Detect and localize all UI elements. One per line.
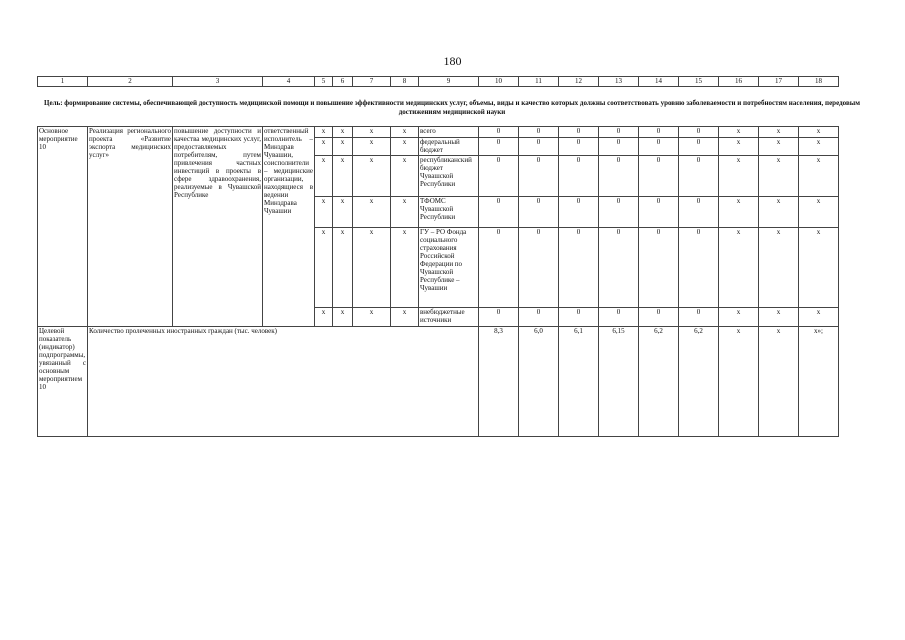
code-cell: x — [391, 308, 419, 327]
value-cell: x — [759, 308, 799, 327]
value-cell: x — [719, 308, 759, 327]
value-cell: x — [759, 138, 799, 156]
indicator-label: Целевой показатель (индикатор) подпрограммы, увязанный с основным мероприятием 10 — [38, 327, 88, 437]
value-cell: 0 — [479, 156, 519, 197]
value-cell: x — [759, 156, 799, 197]
funding-source: федеральный бюджет — [419, 138, 479, 156]
code-cell: x — [333, 138, 353, 156]
event-name: Реализация регионального проекта «Развитие экспорта медицинских услуг» — [88, 127, 173, 327]
col-header: 3 — [173, 77, 263, 87]
funding-source: всего — [419, 127, 479, 138]
code-cell: x — [333, 156, 353, 197]
value-cell: 0 — [679, 308, 719, 327]
value-cell: 0 — [479, 138, 519, 156]
value-cell: 0 — [679, 228, 719, 308]
value-cell: x — [799, 308, 839, 327]
indicator-value: 6,1 — [559, 327, 599, 437]
value-cell: 0 — [559, 156, 599, 197]
value-cell: x — [719, 127, 759, 138]
col-header: 13 — [599, 77, 639, 87]
indicator-value: 6,15 — [599, 327, 639, 437]
indicator-value: 6,2 — [679, 327, 719, 437]
value-cell: 0 — [639, 127, 679, 138]
col-header: 11 — [519, 77, 559, 87]
code-cell: x — [353, 127, 391, 138]
value-cell: x — [759, 228, 799, 308]
value-cell: 0 — [519, 308, 559, 327]
value-cell: 0 — [679, 138, 719, 156]
col-header: 14 — [639, 77, 679, 87]
value-cell: 0 — [519, 156, 559, 197]
code-cell: x — [315, 127, 333, 138]
funding-source: ТФОМС Чувашской Республики — [419, 197, 479, 228]
value-cell: 0 — [599, 156, 639, 197]
value-cell: 0 — [519, 138, 559, 156]
value-cell: 0 — [599, 127, 639, 138]
col-header: 17 — [759, 77, 799, 87]
value-cell: 0 — [599, 197, 639, 228]
col-header: 9 — [419, 77, 479, 87]
col-header: 7 — [353, 77, 391, 87]
value-cell: x — [719, 197, 759, 228]
page-number: 180 — [443, 54, 462, 68]
indicator-row — [38, 327, 839, 437]
code-cell: x — [353, 197, 391, 228]
indicator-value: x — [759, 327, 799, 437]
value-cell: 0 — [639, 228, 679, 308]
col-header: 18 — [799, 77, 839, 87]
col-header: 8 — [391, 77, 419, 87]
code-cell: x — [315, 197, 333, 228]
value-cell: x — [799, 138, 839, 156]
goal-heading: Цель: формирование системы, обеспечивающей доступность медицинской помощи и повышение эффективности медицинских услуг, объемы, виды и качество которых должны соответствовать уровню заболеваемости и потребностям населения, передовым достижениям медицинской науки — [44, 99, 860, 116]
code-cell: x — [333, 127, 353, 138]
value-cell: x — [799, 228, 839, 308]
col-header: 4 — [263, 77, 315, 87]
col-header: 10 — [479, 77, 519, 87]
event-label: Основное мероприятие 10 — [38, 127, 88, 327]
value-cell: 0 — [479, 228, 519, 308]
value-cell: 0 — [559, 197, 599, 228]
value-cell: 0 — [639, 197, 679, 228]
code-cell: x — [315, 138, 333, 156]
value-cell: 0 — [559, 228, 599, 308]
indicator-value: 6,2 — [639, 327, 679, 437]
code-cell: x — [353, 308, 391, 327]
col-header: 2 — [88, 77, 173, 87]
code-cell: x — [333, 308, 353, 327]
code-cell: x — [315, 308, 333, 327]
value-cell: 0 — [599, 308, 639, 327]
indicator-value: 8,3 — [479, 327, 519, 437]
value-cell: 0 — [639, 138, 679, 156]
value-cell: x — [719, 156, 759, 197]
col-header: 16 — [719, 77, 759, 87]
value-cell: 0 — [679, 127, 719, 138]
col-header: 15 — [679, 77, 719, 87]
table-row — [38, 127, 839, 138]
code-cell: x — [333, 197, 353, 228]
code-cell: x — [391, 127, 419, 138]
col-header: 1 — [38, 77, 88, 87]
code-cell: x — [391, 138, 419, 156]
value-cell: 0 — [679, 156, 719, 197]
code-cell: x — [315, 156, 333, 197]
value-cell: 0 — [639, 156, 679, 197]
code-cell: x — [353, 228, 391, 308]
value-cell: 0 — [639, 308, 679, 327]
event-result: повышение доступности и качества медицинских услуг, предоставляемых потребителям, путем привлечения частных инвестиций в проекты в сфере здравоохранения, реализуемые в Чувашской Республике — [173, 127, 263, 327]
value-cell: 0 — [559, 138, 599, 156]
value-cell: x — [719, 228, 759, 308]
value-cell: x — [759, 197, 799, 228]
col-header: 6 — [333, 77, 353, 87]
funding-source: республиканский бюджет Чувашской Республики — [419, 156, 479, 197]
value-cell: 0 — [479, 197, 519, 228]
value-cell: x — [759, 127, 799, 138]
funding-source: ГУ – РО Фонда социального страхования Российской Федерации по Чувашской Республике – Чувашии — [419, 228, 479, 308]
value-cell: 0 — [559, 308, 599, 327]
value-cell: 0 — [519, 127, 559, 138]
code-cell: x — [391, 228, 419, 308]
value-cell: 0 — [679, 197, 719, 228]
program-table — [37, 126, 839, 437]
code-cell: x — [391, 156, 419, 197]
value-cell: 0 — [519, 228, 559, 308]
value-cell: 0 — [599, 138, 639, 156]
funding-source: внебюджетные источники — [419, 308, 479, 327]
column-number-header — [37, 76, 839, 87]
indicator-name: Количество пролеченных иностранных граждан (тыс. человек) — [88, 327, 479, 437]
value-cell: 0 — [479, 308, 519, 327]
event-responsible: ответственный исполнитель – Минздрав Чувашии, соисполнители – медицинские организации, находящиеся в ведении Минздрава Чувашии — [263, 127, 315, 327]
code-cell: x — [353, 156, 391, 197]
value-cell: x — [799, 156, 839, 197]
value-cell: x — [719, 138, 759, 156]
code-cell: x — [353, 138, 391, 156]
value-cell: x — [799, 127, 839, 138]
value-cell: x — [799, 197, 839, 228]
code-cell: x — [391, 197, 419, 228]
col-header: 12 — [559, 77, 599, 87]
indicator-value: 6,0 — [519, 327, 559, 437]
value-cell: 0 — [519, 197, 559, 228]
indicator-value: x»; — [799, 327, 839, 437]
value-cell: 0 — [559, 127, 599, 138]
value-cell: 0 — [479, 127, 519, 138]
code-cell: x — [315, 228, 333, 308]
code-cell: x — [333, 228, 353, 308]
col-header: 5 — [315, 77, 333, 87]
indicator-value: x — [719, 327, 759, 437]
value-cell: 0 — [599, 228, 639, 308]
